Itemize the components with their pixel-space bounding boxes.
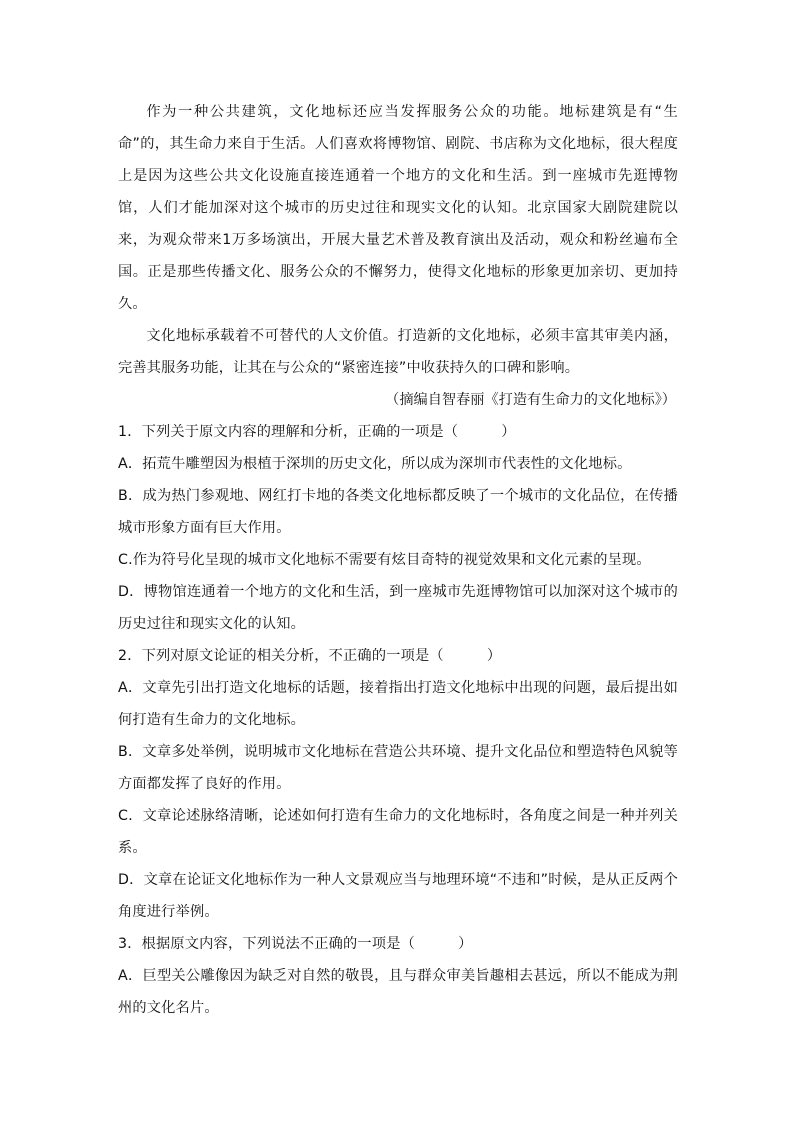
question-3-stem: 3．根据原文内容，下列说法不正确的一项是（ ）	[118, 936, 473, 952]
passage-source: （摘编自智春丽《打造有生命力的文化地标》）	[385, 392, 676, 408]
question-2-option-a: A．文章先引出打造文化地标的话题，接着指出打造文化地标中出现的问题，最后提出如何打造有生命力的文化地标。	[118, 680, 678, 728]
question-1-stem: 1．下列关于原文内容的理解和分析，正确的一项是（ ）	[118, 424, 516, 440]
passage-paragraph-2: 文化地标承载着不可替代的人文价值。打造新的文化地标，必须丰富其审美内涵，完善其服务功能，让其在与公众的“紧密连接”中收获持久的口碑和影响。	[118, 328, 678, 376]
question-1-option-c: C.作为符号化呈现的城市文化地标不需要有炫目奇特的视觉效果和文化元素的呈现。	[118, 552, 651, 568]
question-2-stem: 2．下列对原文论证的相关分析，不正确的一项是（ ）	[118, 648, 502, 664]
question-3-option-a: A．巨型关公雕像因为缺乏对自然的敬畏，且与群众审美旨趣相去甚远，所以不能成为荆州的文化名片。	[118, 968, 678, 1016]
passage-paragraph-1: 作为一种公共建筑，文化地标还应当发挥服务公众的功能。地标建筑是有“生命”的，其生命力来自于生活。人们喜欢将博物馆、剧院、书店称为文化地标，很大程度上是因为这些公共文化设施直接连通着一个地方的文化和生活。到一座城市先逛博物馆，人们才能加深对这个城市的历史过往和现实文化的认知。北京国家大剧院建院以来，为观众带来1万多场演出，开展大量艺术普及教育演出及活动，观众和粉丝遍布全国。正是那些传播文化、服务公众的不懈努力，使得文化地标的形象更加亲切、更加持久。	[118, 104, 678, 312]
question-1	[118, 416, 678, 640]
question-1-option-d: D．博物馆连通着一个地方的文化和生活，到一座城市先逛博物馆可以加深对这个城市的历史过往和现实文化的认知。	[118, 584, 678, 632]
question-1-option-b: B．成为热门参观地、网红打卡地的各类文化地标都反映了一个城市的文化品位，在传播城市形象方面有巨大作用。	[118, 488, 678, 536]
question-3	[118, 928, 678, 1024]
question-2-option-c: C．文章论述脉络清晰，论述如何打造有生命力的文化地标时，各角度之间是一种并列关系。	[118, 808, 678, 856]
question-2	[118, 640, 678, 928]
question-1-option-a: A．拓荒牛雕塑因为根植于深圳的历史文化，所以成为深圳市代表性的文化地标。	[118, 456, 632, 472]
question-2-option-b: B．文章多处举例，说明城市文化地标在营造公共环境、提升文化品位和塑造特色风貌等方面都发挥了良好的作用。	[118, 744, 678, 792]
question-2-option-d: D．文章在论证文化地标作为一种人文景观应当与地理环境“不违和”时候，是从正反两个角度进行举例。	[118, 872, 678, 920]
document-page	[118, 96, 678, 1024]
